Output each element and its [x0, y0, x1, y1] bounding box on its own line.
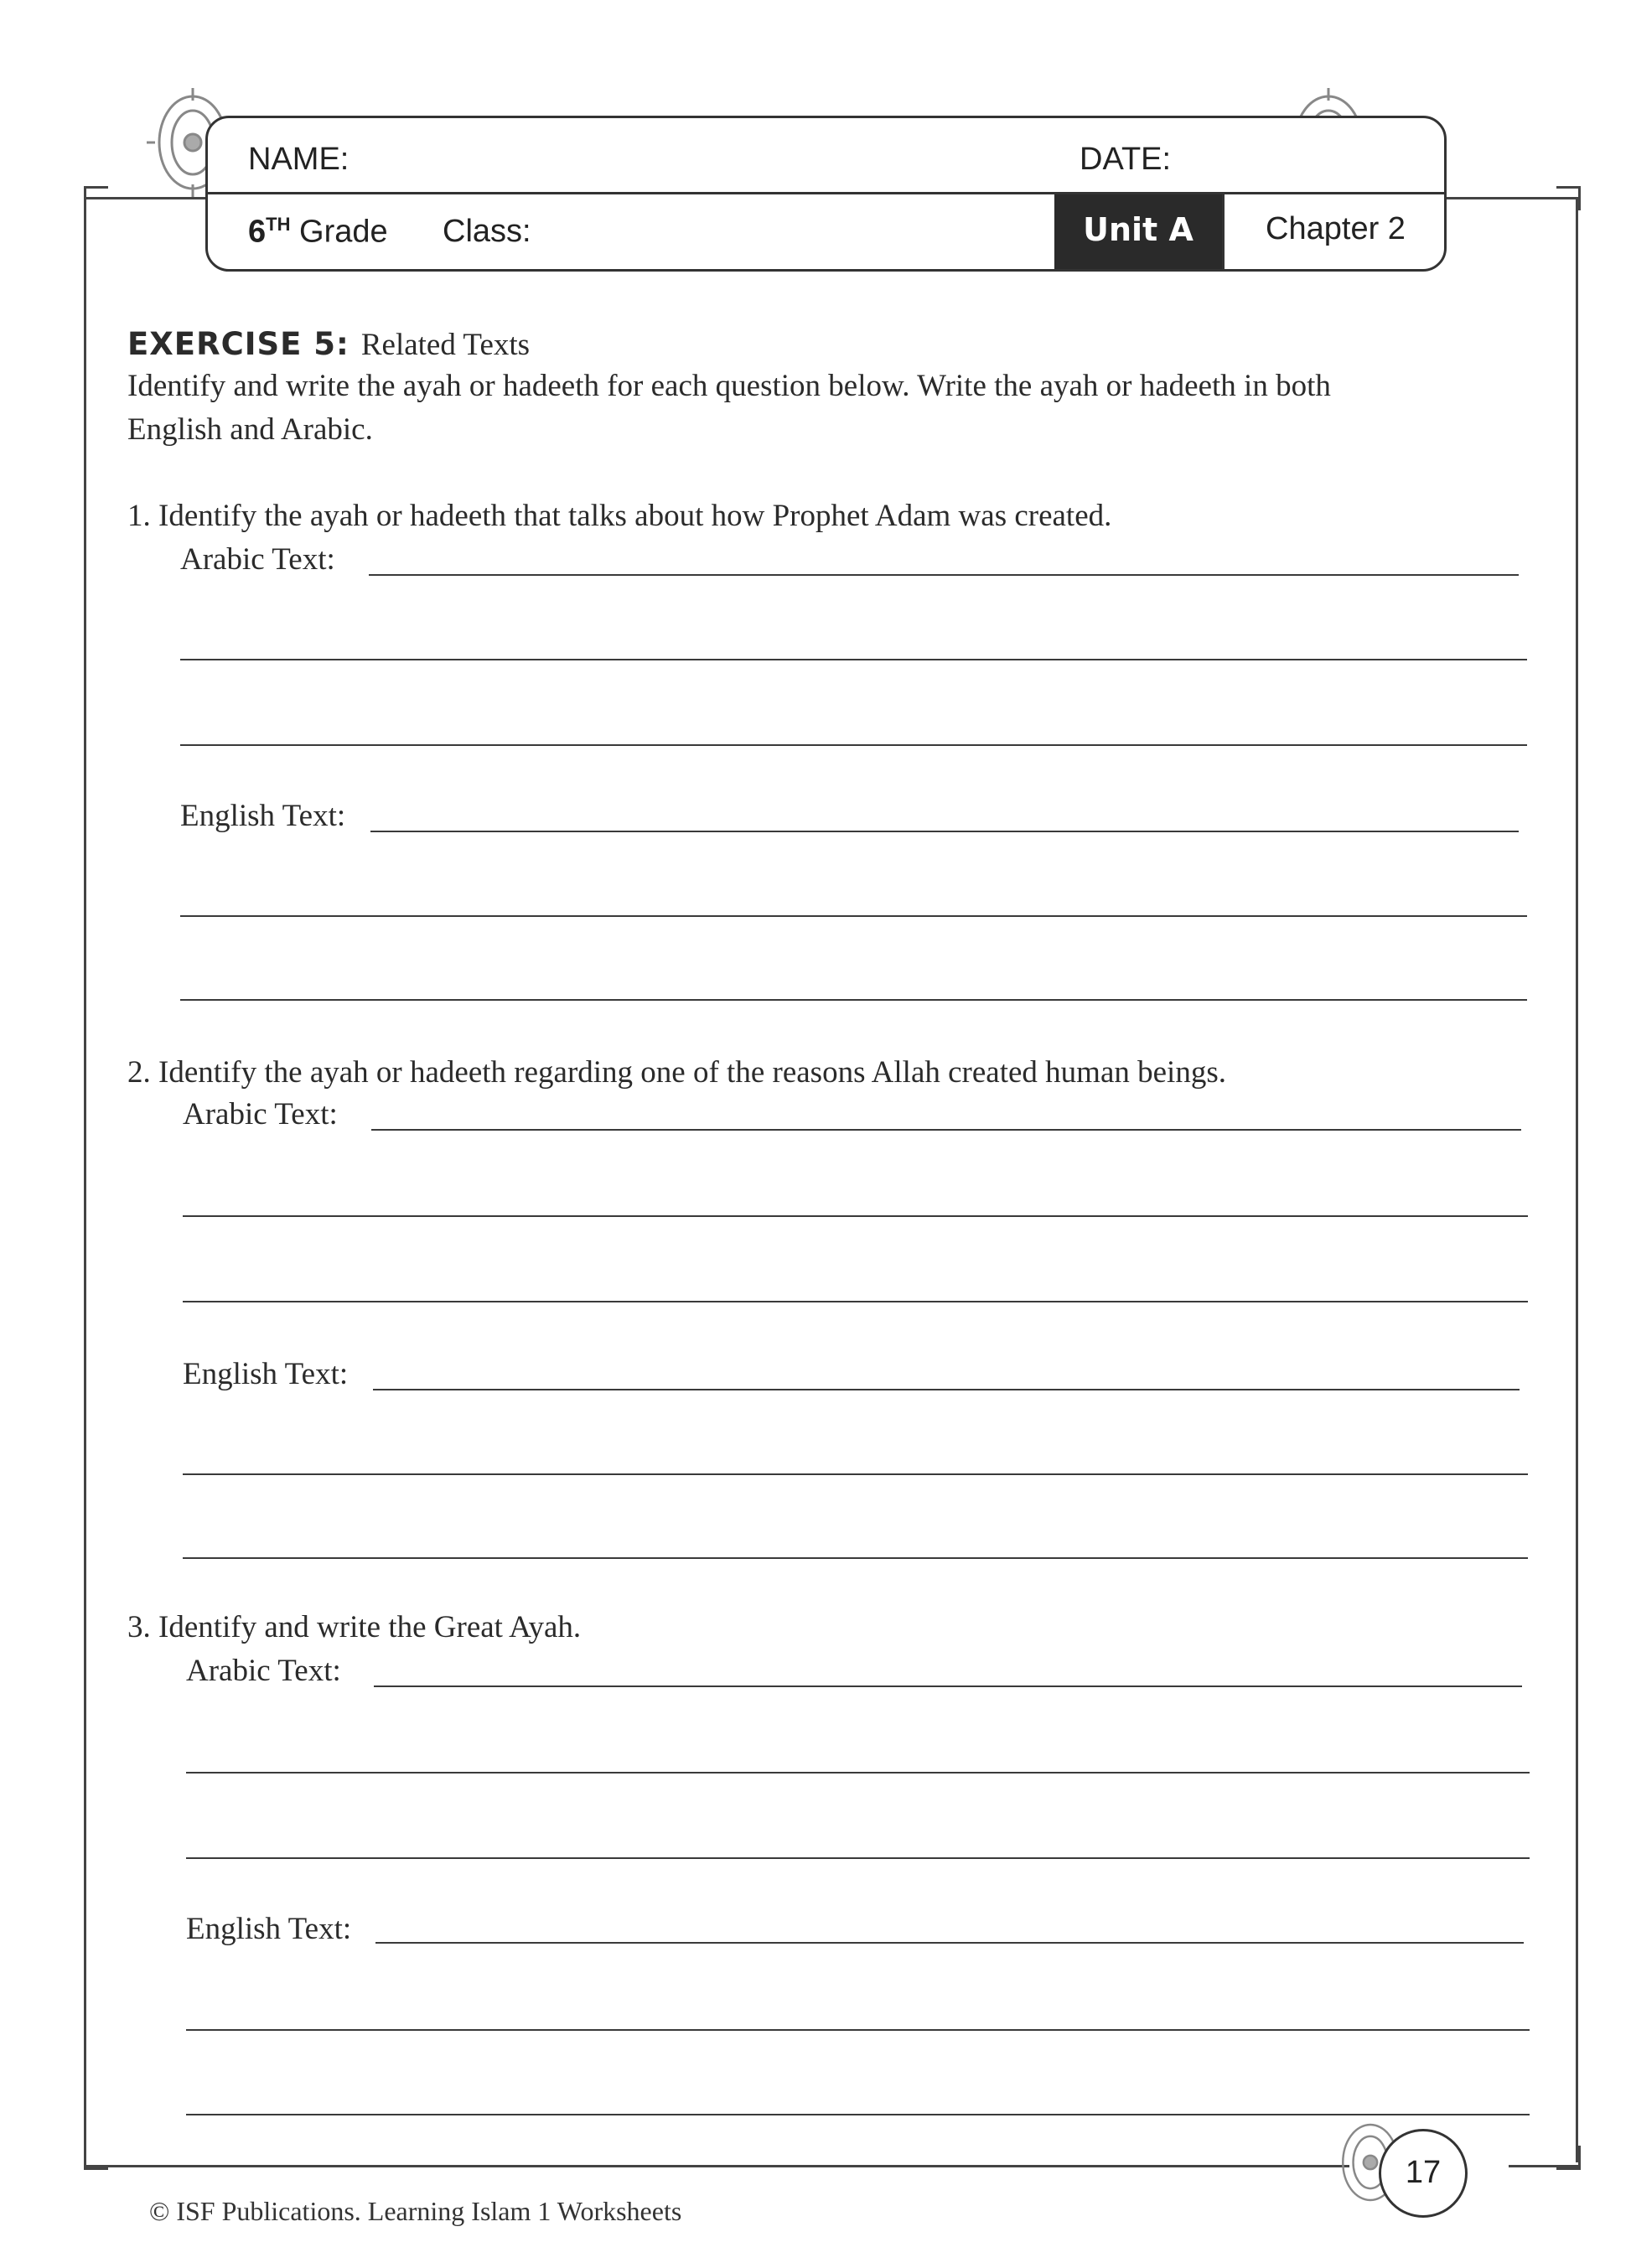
question-2-answer-line[interactable] [183, 1557, 1528, 1559]
question-2-answer-line[interactable] [183, 1473, 1528, 1475]
unit-label: Unit A [1083, 211, 1193, 248]
page-number-badge [1379, 2129, 1468, 2218]
page-frame-bottom-left [84, 2165, 1349, 2167]
instructions-line-1: Identify and write the ayah or hadeeth for each question below. Write the ayah or hadeeth in both [127, 369, 1331, 403]
worksheet-header [205, 116, 1447, 272]
question-1-prompt: 1. Identify the ayah or hadeeth that talks about how Prophet Adam was created. [127, 499, 1112, 533]
grade-word: Grade [299, 214, 388, 250]
class-label: Class: [443, 214, 531, 249]
question-1-answer-line[interactable] [180, 915, 1527, 917]
question-2-english-label: English Text: [183, 1357, 349, 1391]
question-1-english-answer-line[interactable] [370, 831, 1519, 832]
question-2-arabic-answer-line[interactable] [371, 1129, 1521, 1131]
exercise-subtitle: Related Texts [360, 328, 531, 362]
copyright-notice: © ISF Publications. Learning Islam 1 Worksheets [149, 2196, 682, 2226]
question-3-answer-line[interactable] [186, 2114, 1530, 2115]
question-3-answer-line[interactable] [186, 1772, 1530, 1773]
question-3-arabic-label: Arabic Text: [186, 1654, 341, 1688]
date-label: DATE: [1080, 142, 1172, 177]
question-3-answer-line[interactable] [186, 2029, 1530, 2031]
question-2-arabic-label: Arabic Text: [183, 1097, 338, 1131]
page-frame-right [1576, 197, 1578, 2162]
question-1-answer-line[interactable] [180, 659, 1527, 660]
frame-corner-bottom-right [1556, 2146, 1581, 2170]
grade-label [248, 214, 388, 251]
question-3-english-label: English Text: [186, 1912, 352, 1946]
question-3-arabic-answer-line[interactable] [374, 1685, 1522, 1687]
page-frame-left [84, 197, 86, 2162]
question-1-arabic-label: Arabic Text: [180, 542, 335, 577]
frame-corner-bottom-left [84, 2146, 108, 2170]
question-1-answer-line[interactable] [180, 999, 1527, 1001]
question-3-english-answer-line[interactable] [375, 1942, 1524, 1944]
question-3-answer-line[interactable] [186, 1857, 1530, 1859]
exercise-heading [127, 323, 530, 367]
chapter-badge [1222, 194, 1447, 272]
page-frame-top-right [1425, 197, 1576, 199]
question-1-arabic-answer-line[interactable] [369, 574, 1519, 576]
page-number: 17 [1405, 2155, 1442, 2190]
question-2-prompt: 2. Identify the ayah or hadeeth regarding one of the reasons Allah created human beings. [127, 1055, 1226, 1090]
unit-badge [1054, 194, 1222, 272]
chapter-label: Chapter 2 [1266, 211, 1406, 246]
frame-corner-top-right [1556, 186, 1581, 210]
name-label: NAME: [248, 142, 350, 177]
question-3-prompt: 3. Identify and write the Great Ayah. [127, 1610, 582, 1644]
instructions-line-2: English and Arabic. [127, 412, 373, 447]
question-1-answer-line[interactable] [180, 744, 1527, 746]
question-2-answer-line[interactable] [183, 1301, 1528, 1302]
question-1-english-label: English Text: [180, 799, 346, 833]
grade-number: 6 [248, 214, 267, 250]
grade-suffix: TH [266, 214, 291, 235]
question-2-answer-line[interactable] [183, 1215, 1528, 1217]
frame-corner-top-left [84, 186, 108, 210]
exercise-title: EXERCISE 5: [127, 326, 350, 362]
question-2-english-answer-line[interactable] [373, 1389, 1520, 1390]
